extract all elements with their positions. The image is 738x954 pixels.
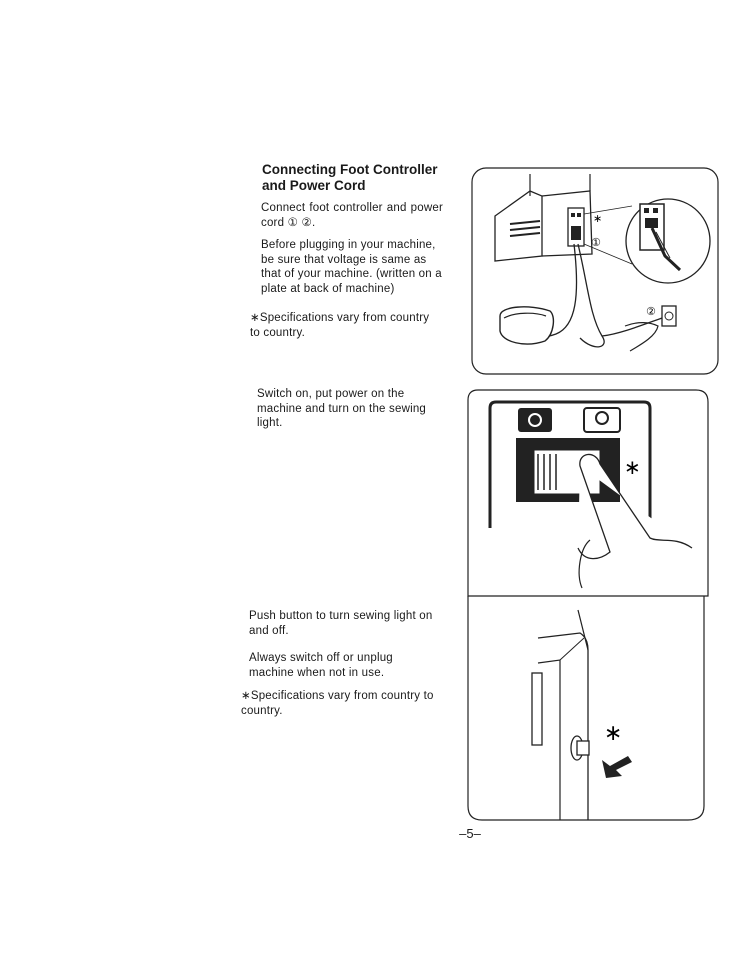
specification-note-2: ∗Specifications vary from country to country.	[241, 690, 434, 717]
hand	[625, 323, 658, 351]
label-2: ②	[646, 305, 656, 318]
light-button-instruction: Push button to turn sewing light on and off.	[249, 610, 433, 637]
asterisk-mark-light: ∗	[604, 721, 623, 746]
figure-power-switch	[460, 388, 712, 824]
specification-note-1: ∗Specifications vary from country to country.	[250, 312, 430, 339]
page-number: –5–	[459, 826, 481, 841]
switch-on-instruction: Switch on, put power on the machine and turn on the sewing light.	[257, 388, 427, 429]
safety-instruction: Always switch off or unplug machine when not in use.	[249, 652, 393, 679]
figure-frame-bottom	[468, 596, 704, 820]
foot-controller	[500, 307, 553, 344]
light-indicator-off	[518, 408, 552, 432]
voltage-warning: Before plugging in your machine, be sure that voltage is same as that of your machine. (written on a plate at back of machine)	[261, 239, 442, 295]
asterisk-mark: ∗	[593, 213, 603, 225]
section-heading-foot-controller: Connecting Foot Controller and Power Cord	[262, 162, 438, 193]
wall-outlet	[662, 306, 676, 326]
thread-guide	[532, 673, 542, 745]
asterisk-mark-switch: ∗	[624, 455, 641, 479]
connect-instruction: Connect foot controller and power cord ① ②.	[261, 202, 443, 229]
figure-connect-cords	[470, 166, 720, 376]
zoom-circle	[626, 199, 710, 283]
arrow-icon	[602, 756, 632, 778]
label-1: ①	[591, 236, 601, 249]
